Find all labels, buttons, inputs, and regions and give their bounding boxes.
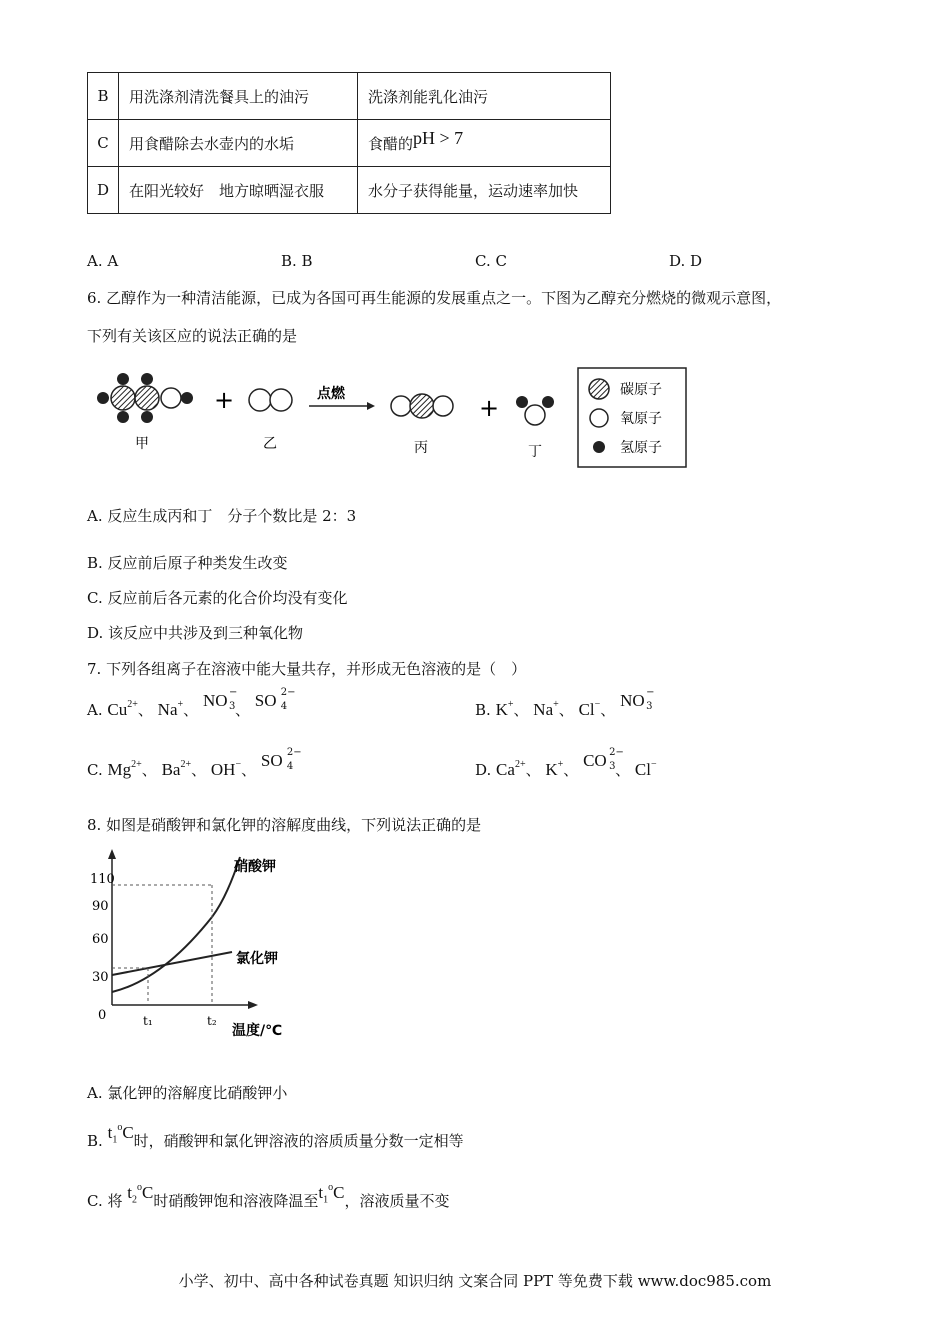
- ytick: 60: [92, 932, 109, 947]
- series-label-kcl: 氯化钾: [236, 951, 278, 967]
- label-jia: 甲: [135, 436, 149, 452]
- page-footer[interactable]: 小学、初中、高中各种试卷真题 知识归纳 文案合同 PPT 等免费下载 www.doc985.com: [178, 1272, 772, 1290]
- choice-b[interactable]: B. B: [281, 252, 313, 270]
- x-axis-label: 温度/℃: [232, 1023, 283, 1039]
- xtick-t1: t₁: [143, 1014, 153, 1028]
- row-method: 用洗涤剂清洗餐具上的油污: [119, 73, 358, 120]
- svg-text:+: +: [479, 394, 500, 422]
- row-key: C: [88, 120, 119, 167]
- row-key: B: [88, 73, 119, 120]
- table-row: [88, 120, 611, 167]
- q6-stem-line1: 6. 乙醇作为一种清洁能源，已成为各国可再生能源的发展重点之一。下图为乙醇充分燃烧的微观示意图，: [87, 289, 782, 307]
- q8-option-c[interactable]: C. 将 $t_2^oC$时硝酸钾饱和溶液降温至$t_1^oC$，溶液质量不变: [87, 1182, 450, 1210]
- label-ding: 丁: [528, 444, 542, 460]
- q8-option-a[interactable]: A. 氯化钾的溶解度比硝酸钾小: [87, 1084, 288, 1102]
- q6-option-b[interactable]: B. 反应前后原子种类发生改变: [87, 554, 288, 572]
- q6-option-d[interactable]: D. 该反应中共涉及到三种氧化物: [87, 624, 304, 642]
- arrow-text: 点燃: [317, 386, 345, 402]
- table-row: [88, 167, 611, 214]
- label-yi: 乙: [263, 436, 277, 452]
- q8-stem: 8. 如图是硝酸钾和氯化钾的溶解度曲线，下列说法正确的是: [87, 816, 482, 834]
- series-kcl-curve: [112, 952, 232, 975]
- legend-hydrogen: 氢原子: [620, 440, 662, 456]
- row-reason: 水分子获得能量，运动速率加快: [358, 167, 611, 214]
- label-bing: 丙: [414, 440, 428, 456]
- q7-option-a[interactable]: A. $Cu^{2+}$、 Na+、 NO − 3 、 SO 2− 4: [87, 687, 296, 719]
- molecule-yi: [249, 389, 292, 411]
- legend-carbon: 碳原子: [620, 382, 662, 398]
- ytick: 0: [98, 1008, 107, 1023]
- solubility-chart: [82, 845, 307, 1040]
- molecule-jia: [97, 373, 193, 423]
- molecule-bing: [391, 394, 453, 418]
- plus-sign: +: [214, 386, 235, 414]
- reaction-diagram: [87, 360, 697, 475]
- q7-option-d[interactable]: D. $Ca^{2+}$、 K+、 CO 2− 3 、 Cl−: [475, 747, 657, 779]
- q7-option-c[interactable]: C. $Mg^{2+}$、 $Ba^{2+}$、 OH−、 SO 2− 4: [87, 747, 302, 779]
- table-row: [88, 73, 611, 120]
- q7-option-b[interactable]: B. K+、 Na+、 Cl−、 NO − 3: [475, 687, 655, 719]
- choice-a[interactable]: A. A: [87, 252, 119, 270]
- ytick: 90: [92, 899, 109, 914]
- row-reason: 食醋的pH > 7: [358, 120, 611, 167]
- row-method: 用食醋除去水壶内的水垢: [119, 120, 358, 167]
- row-reason: 洗涤剂能乳化油污: [358, 73, 611, 120]
- molecule-ding: [516, 396, 554, 425]
- q6-option-a[interactable]: A. 反应生成丙和丁 分子个数比是 2：3: [87, 507, 357, 525]
- series-label-kno3: 硝酸钾: [234, 859, 276, 875]
- row-method: 在阳光较好 地方晾晒湿衣服: [119, 167, 358, 214]
- options-table: [87, 72, 611, 214]
- q8-option-b[interactable]: B. $t_1^oC$时，硝酸钾和氯化钾溶液的溶质质量分数一定相等: [87, 1122, 464, 1150]
- q7-stem: 7. 下列各组离子在溶液中能大量共存，并形成无色溶液的是（ ）: [87, 660, 527, 678]
- ph-expression: pH > 7: [413, 127, 464, 148]
- choice-d[interactable]: D. D: [669, 252, 703, 270]
- row-key: D: [88, 167, 119, 214]
- q6-option-c[interactable]: C. 反应前后各元素的化合价均没有变化: [87, 589, 348, 607]
- ytick: 110: [90, 872, 115, 887]
- choice-c[interactable]: C. C: [475, 252, 507, 270]
- ytick: 30: [92, 970, 109, 985]
- q6-stem-line2: 下列有关该区应的说法正确的是: [87, 327, 298, 345]
- legend-oxygen: 氧原子: [620, 411, 662, 427]
- xtick-t2: t₂: [207, 1014, 217, 1028]
